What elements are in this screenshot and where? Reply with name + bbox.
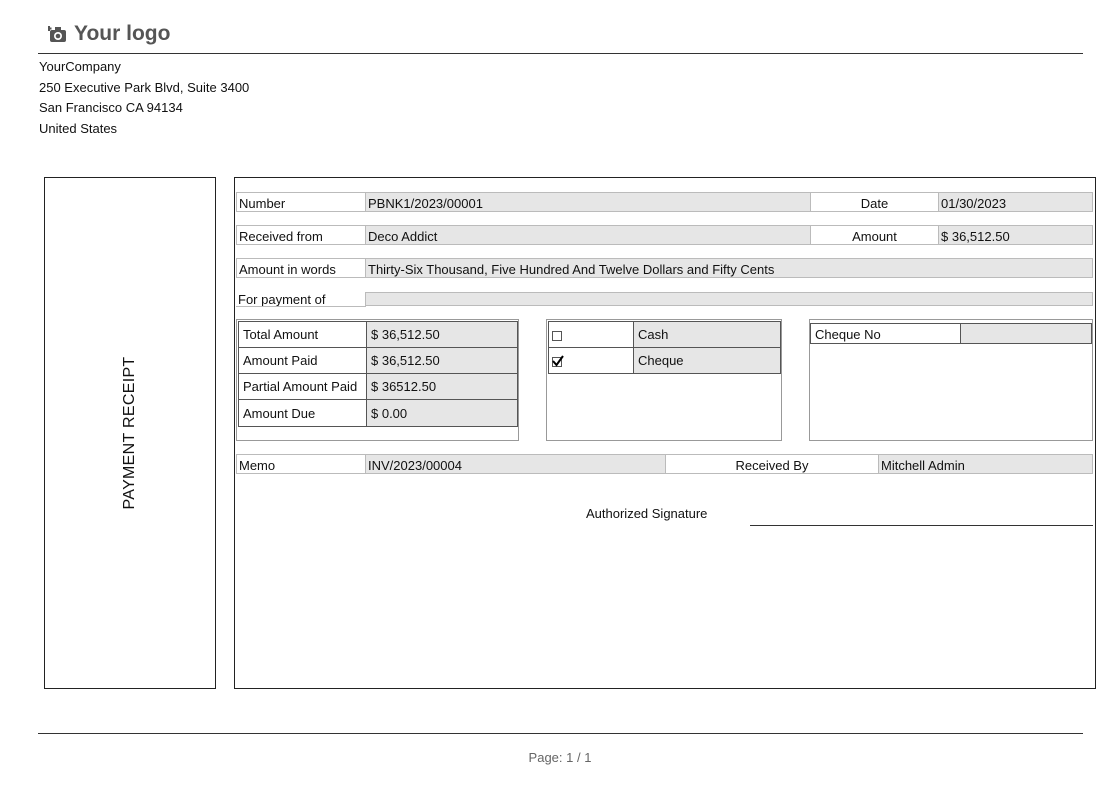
- page-number: Page: 1 / 1: [528, 750, 592, 765]
- company-address: [39, 57, 249, 139]
- number-label: Number: [236, 192, 366, 212]
- amount-value: $ 36,512.50: [938, 225, 1093, 245]
- receipt-title: PAYMENT RECEIPT: [121, 356, 138, 510]
- memo-label: Memo: [236, 454, 366, 474]
- cash-checkbox: [552, 331, 562, 341]
- company-country: United States: [39, 120, 118, 136]
- received-by-label: Received By: [665, 454, 879, 474]
- amount-due-label: Amount Due: [238, 399, 367, 427]
- cash-label: Cash: [633, 321, 781, 348]
- memo-value: INV/2023/00004: [365, 454, 666, 474]
- checkmark-icon: [552, 355, 564, 367]
- signature-label: Authorized Signature: [586, 506, 708, 521]
- total-amount-value: $ 36,512.50: [366, 321, 518, 348]
- company-logo: [48, 22, 170, 46]
- date-value: 01/30/2023: [938, 192, 1093, 212]
- company-name: YourCompany: [39, 59, 121, 74]
- total-amount-label: Total Amount: [238, 321, 367, 348]
- amount-due-value: $ 0.00: [366, 399, 518, 427]
- received-from-value: Deco Addict: [365, 225, 811, 245]
- amount-paid-value: $ 36,512.50: [366, 347, 518, 374]
- cheque-no-value: [960, 323, 1092, 344]
- receipt-side-panel: [44, 177, 216, 689]
- partial-paid-label: Partial Amount Paid: [238, 373, 367, 400]
- partial-paid-value: $ 36512.50: [366, 373, 518, 400]
- logo-text: Your logo: [74, 22, 171, 45]
- number-value: PBNK1/2023/00001: [365, 192, 811, 212]
- for-payment-value: [365, 292, 1093, 306]
- amount-paid-label: Amount Paid: [238, 347, 367, 374]
- amount-words-value: Thirty-Six Thousand, Five Hundred And Twelve Dollars and Fifty Cents: [365, 258, 1093, 278]
- date-label: Date: [810, 192, 939, 212]
- amount-label: Amount: [810, 225, 939, 245]
- signature-line: [750, 525, 1093, 526]
- received-by-value: Mitchell Admin: [878, 454, 1093, 474]
- company-street: 250 Executive Park Blvd, Suite 3400: [39, 79, 250, 95]
- cheque-checkbox: [552, 357, 562, 367]
- company-city: San Francisco CA 94134: [39, 100, 183, 115]
- header-divider: [38, 53, 1083, 54]
- amount-words-label: Amount in words: [236, 258, 366, 278]
- for-payment-label: For payment of: [236, 291, 366, 307]
- camera-icon: [48, 25, 68, 43]
- cheque-label: Cheque: [633, 347, 781, 374]
- footer-divider: [38, 733, 1083, 734]
- received-from-label: Received from: [236, 225, 366, 245]
- cheque-no-label: Cheque No: [810, 323, 961, 344]
